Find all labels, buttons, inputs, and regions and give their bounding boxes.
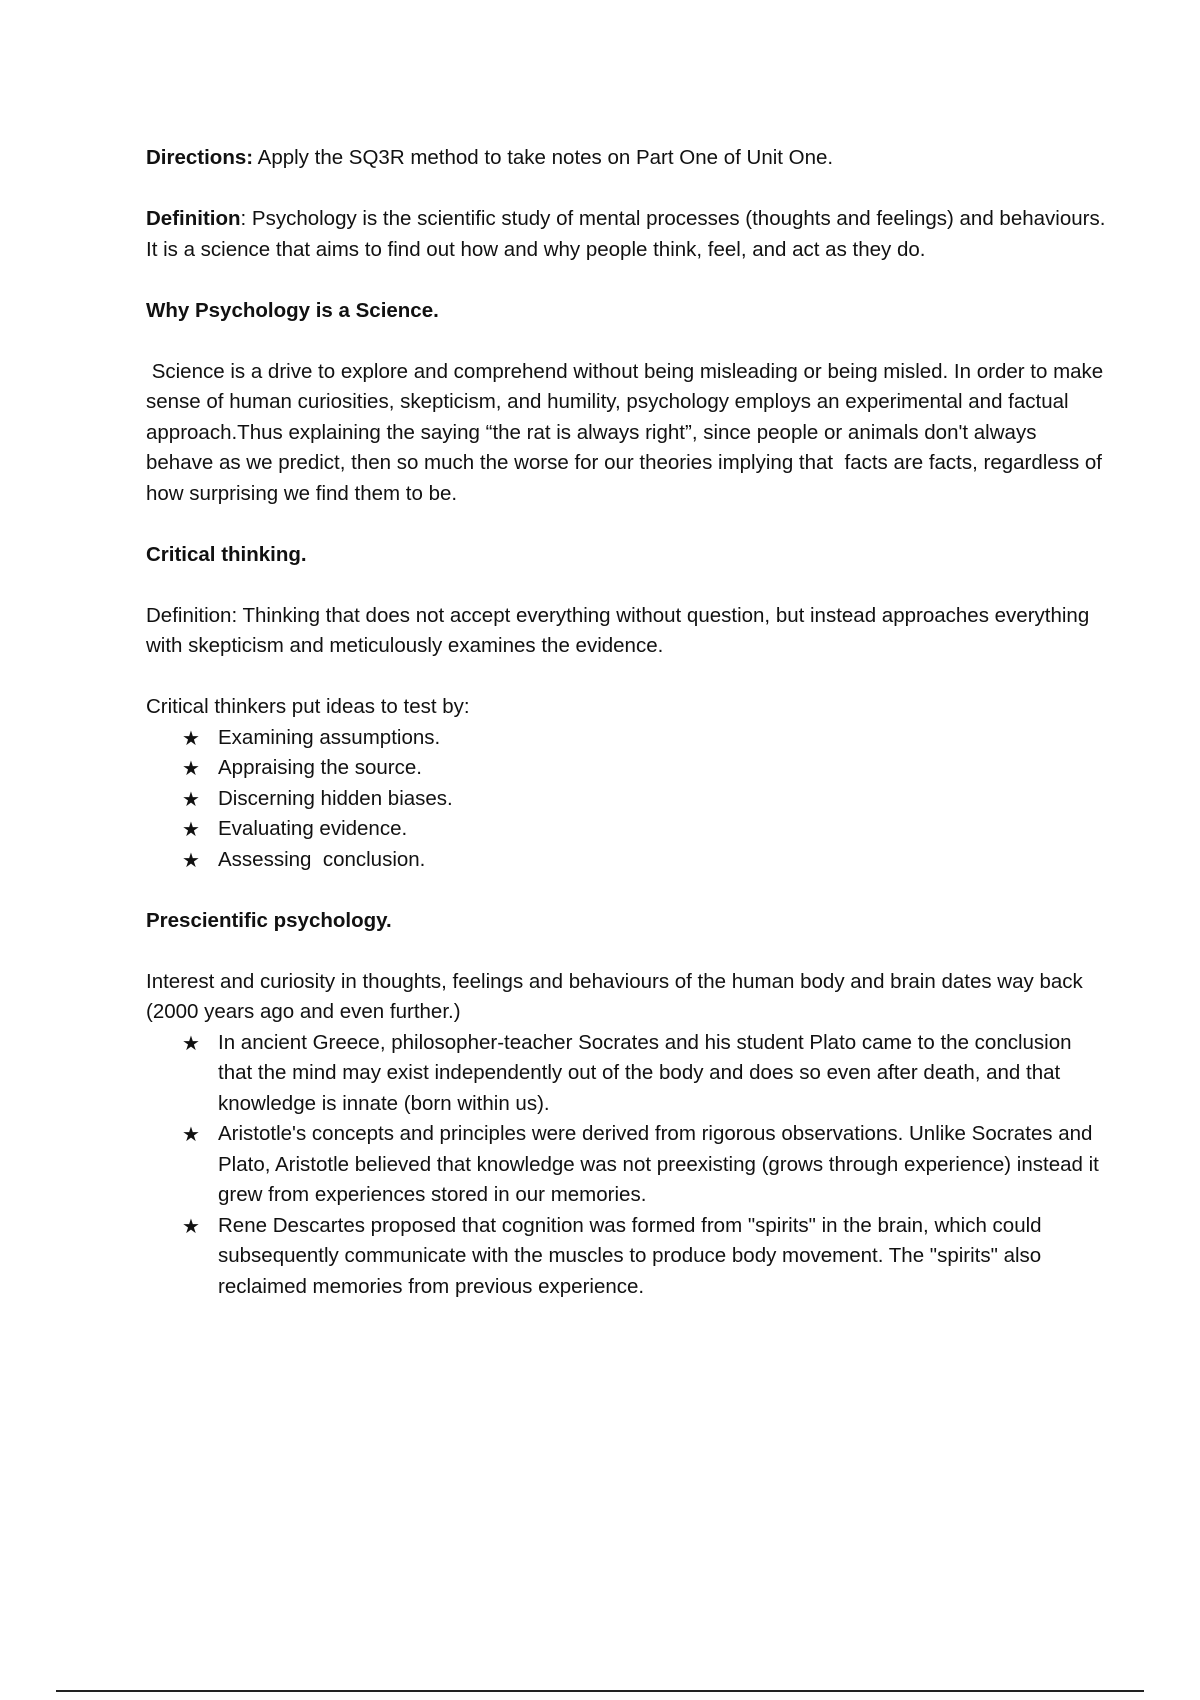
prescientific-intro: Interest and curiosity in thoughts, feelings and behaviours of the human body and brain dates way back (2000 years ago and even further.) xyxy=(146,969,1083,1023)
list-item: ★ Evaluating evidence. xyxy=(182,814,1106,845)
star-bullet-icon: ★ xyxy=(182,847,200,872)
star-bullet-icon: ★ xyxy=(182,1030,200,1055)
critical-thinking-heading: Critical thinking. xyxy=(146,542,307,566)
star-bullet-icon: ★ xyxy=(182,756,200,780)
star-bullet-icon: ★ xyxy=(182,817,200,841)
science-body: Science is a drive to explore and comprehend without being misleading or being misled. In order to make sense of human curiosities, skepticism, and humility, psychology employs an experimental and factual approach.Thus explaining the saying “the rat is always right”, since people or animals don't always behave as we predict, then so much the worse for our theories implying that facts are facts, regardless of how surprising we find them to be. xyxy=(146,359,1109,505)
directions-paragraph xyxy=(146,143,1106,174)
document-page xyxy=(146,143,1109,1302)
list-item: ★ Examining assumptions. xyxy=(182,723,1106,754)
list-item: ★ Assessing conclusion. xyxy=(182,845,1106,876)
page-bottom-divider xyxy=(56,1690,1144,1692)
star-bullet-icon: ★ xyxy=(182,725,200,750)
prescientific-heading: Prescientific psychology. xyxy=(146,908,392,932)
definition-paragraph xyxy=(146,204,1106,265)
definition-label: Definition xyxy=(146,207,241,230)
critical-thinking-definition: Definition: Thinking that does not accept everything without question, but instead approaches everything with skepticism and meticulously examines the evidence. xyxy=(146,603,1090,657)
list-item: ★ Discerning hidden biases. xyxy=(182,784,1106,815)
list-item: ★ Rene Descartes proposed that cognition was formed from "spirits" in the brain, which could subsequently communicate with the muscles to produce body movement. The "spirits" also reclaimed memories from previous experience. xyxy=(182,1211,1106,1303)
directions-label: Directions: xyxy=(146,146,254,169)
star-bullet-icon: ★ xyxy=(182,786,200,811)
critical-thinking-list-intro: Critical thinkers put ideas to test by: xyxy=(146,695,470,718)
directions-text: Apply the SQ3R method to take notes on Part One of Unit One. xyxy=(253,146,834,169)
science-heading: Why Psychology is a Science. xyxy=(146,298,439,322)
list-item: ★ In ancient Greece, philosopher-teacher Socrates and his student Plato came to the conclusion that the mind may exist independently out of the body and does so even after death, and that knowledge is innate (born within us). xyxy=(182,1028,1106,1120)
definition-text: : Psychology is the scientific study of mental processes (thoughts and feelings) and behaviours. It is a science that aims to find out how and why people think, feel, and act as they do. xyxy=(146,207,1106,261)
star-bullet-icon: ★ xyxy=(182,1213,200,1238)
list-item: ★ Appraising the source. xyxy=(182,753,1106,784)
prescientific-list xyxy=(146,1028,1106,1303)
critical-thinking-list xyxy=(146,723,1106,876)
star-bullet-icon: ★ xyxy=(182,1122,200,1146)
list-item: ★ Aristotle's concepts and principles were derived from rigorous observations. Unlike Socrates and Plato, Aristotle believed that knowledge was not preexisting (grows through experience) instead it grew from experiences stored in our memories. xyxy=(182,1119,1106,1211)
